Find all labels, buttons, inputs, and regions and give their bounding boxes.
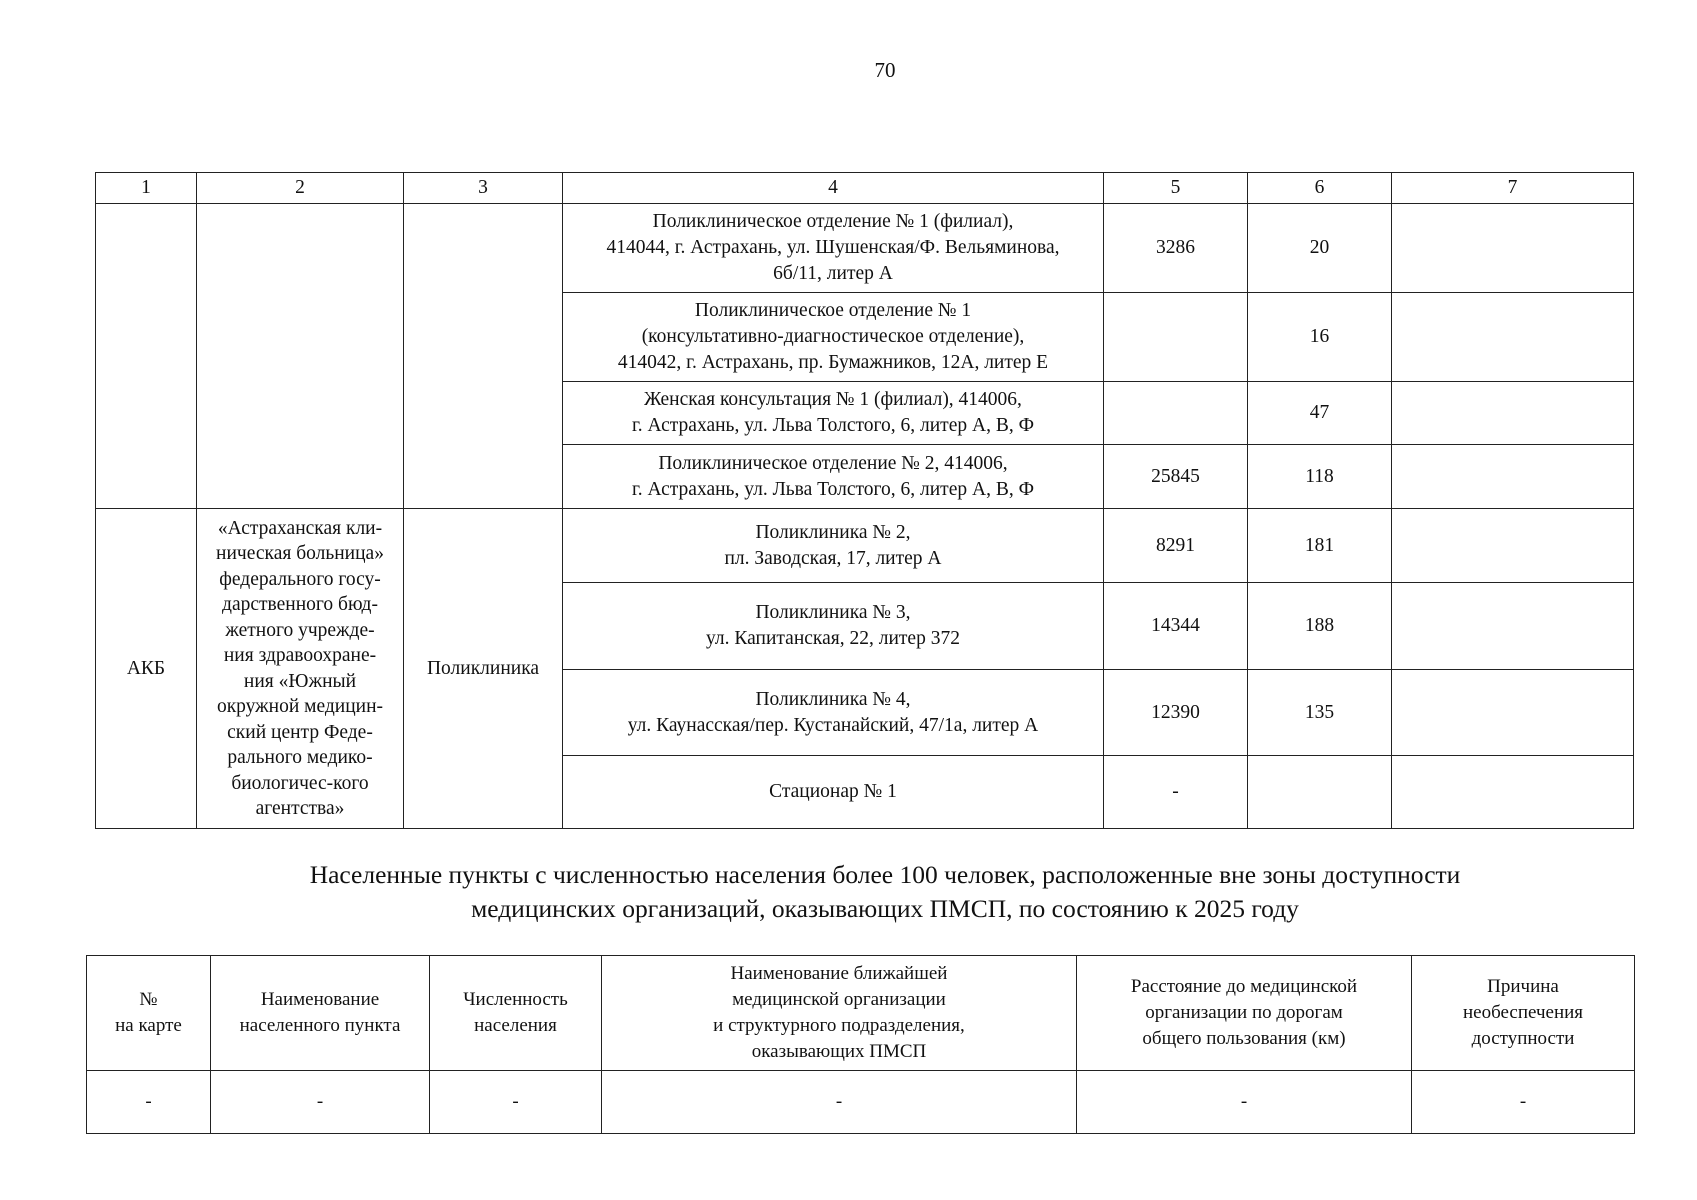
table-cell: - [1077, 1071, 1412, 1134]
type-cell: Поликлиника [404, 509, 563, 829]
value-cell-5 [1104, 293, 1248, 382]
table-cell: - [1412, 1071, 1635, 1134]
value-cell-6 [1248, 756, 1392, 829]
page-number: 70 [874, 58, 896, 82]
value-cell-7 [1392, 670, 1634, 756]
value-cell-5: 25845 [1104, 445, 1248, 509]
header-reason: Причина необеспечения доступности [1412, 956, 1635, 1071]
column-number-3: 3 [404, 173, 563, 204]
value-cell-5: 14344 [1104, 583, 1248, 670]
value-cell-5: 3286 [1104, 204, 1248, 293]
value-cell-6: 135 [1248, 670, 1392, 756]
value-cell-6: 16 [1248, 293, 1392, 382]
header-population: Численность населения [430, 956, 602, 1071]
header-nearest-organization: Наименование ближайшей медицинской организации и структурного подразделения, оказывающих ПМСП [602, 956, 1077, 1071]
table-cell: - [602, 1071, 1077, 1134]
address-cell: Поликлиника № 3, ул. Капитанская, 22, литер 372 [563, 583, 1104, 670]
address-cell: Поликлиническое отделение № 1 (филиал), 414044, г. Астрахань, ул. Шушенская/Ф. Вельяминова, 6б/11, литер А [563, 204, 1104, 293]
address-cell: Поликлиника № 4, ул. Каунасская/пер. Кустанайский, 47/1а, литер А [563, 670, 1104, 756]
column-number-1: 1 [96, 173, 197, 204]
value-cell-7 [1392, 583, 1634, 670]
column-number-4: 4 [563, 173, 1104, 204]
table-row [96, 509, 1634, 583]
empty-organization-cell [197, 204, 404, 509]
value-cell-6: 188 [1248, 583, 1392, 670]
column-number-5: 5 [1104, 173, 1248, 204]
value-cell-6: 118 [1248, 445, 1392, 509]
address-cell: Стационар № 1 [563, 756, 1104, 829]
table-header-row [96, 173, 1634, 204]
value-cell-6: 181 [1248, 509, 1392, 583]
empty-type-cell [404, 204, 563, 509]
column-number-2: 2 [197, 173, 404, 204]
value-cell-7 [1392, 382, 1634, 445]
value-cell-7 [1392, 756, 1634, 829]
value-cell-6: 47 [1248, 382, 1392, 445]
table-row [87, 1071, 1635, 1134]
address-cell: Поликлиническое отделение № 2, 414006, г. Астрахань, ул. Льва Толстого, 6, литер А, В, Ф [563, 445, 1104, 509]
section-title: Населенные пункты с численностью населения более 100 человек, расположенные вне зоны доступности медицинских организаций, оказывающих ПМСП, по состоянию к 2025 году [309, 860, 1461, 923]
address-cell: Женская консультация № 1 (филиал), 414006, г. Астрахань, ул. Льва Толстого, 6, литер А, В, Ф [563, 382, 1104, 445]
value-cell-5 [1104, 382, 1248, 445]
facilities-table [95, 172, 1634, 829]
code-cell: АКБ [96, 509, 197, 829]
organization-cell: «Астраханская кли- ническая больница» федерального госу- дарственного бюд- жетного учрежде- ния здравоохране- ния «Южный окружной медицин- ский центр Феде- рального медико- биологичес-кого агентства» [197, 509, 404, 829]
value-cell-7 [1392, 204, 1634, 293]
table-cell: - [87, 1071, 211, 1134]
value-cell-7 [1392, 445, 1634, 509]
header-distance: Расстояние до медицинской организации по дорогам общего пользования (км) [1077, 956, 1412, 1071]
value-cell-5: - [1104, 756, 1248, 829]
address-cell: Поликлиническое отделение № 1 (консультативно-диагностическое отделение), 414042, г. Астрахань, пр. Бумажников, 12А, литер Е [563, 293, 1104, 382]
header-map-number: № на карте [87, 956, 211, 1071]
table-cell: - [430, 1071, 602, 1134]
table-cell: - [211, 1071, 430, 1134]
table-row [96, 204, 1634, 293]
value-cell-7 [1392, 509, 1634, 583]
column-number-6: 6 [1248, 173, 1392, 204]
value-cell-6: 20 [1248, 204, 1392, 293]
table-header-row [87, 956, 1635, 1071]
value-cell-5: 12390 [1104, 670, 1248, 756]
value-cell-5: 8291 [1104, 509, 1248, 583]
settlements-table [86, 955, 1635, 1134]
column-number-7: 7 [1392, 173, 1634, 204]
empty-code-cell [96, 204, 197, 509]
header-settlement-name: Наименование населенного пункта [211, 956, 430, 1071]
address-cell: Поликлиника № 2, пл. Заводская, 17, литер А [563, 509, 1104, 583]
value-cell-7 [1392, 293, 1634, 382]
